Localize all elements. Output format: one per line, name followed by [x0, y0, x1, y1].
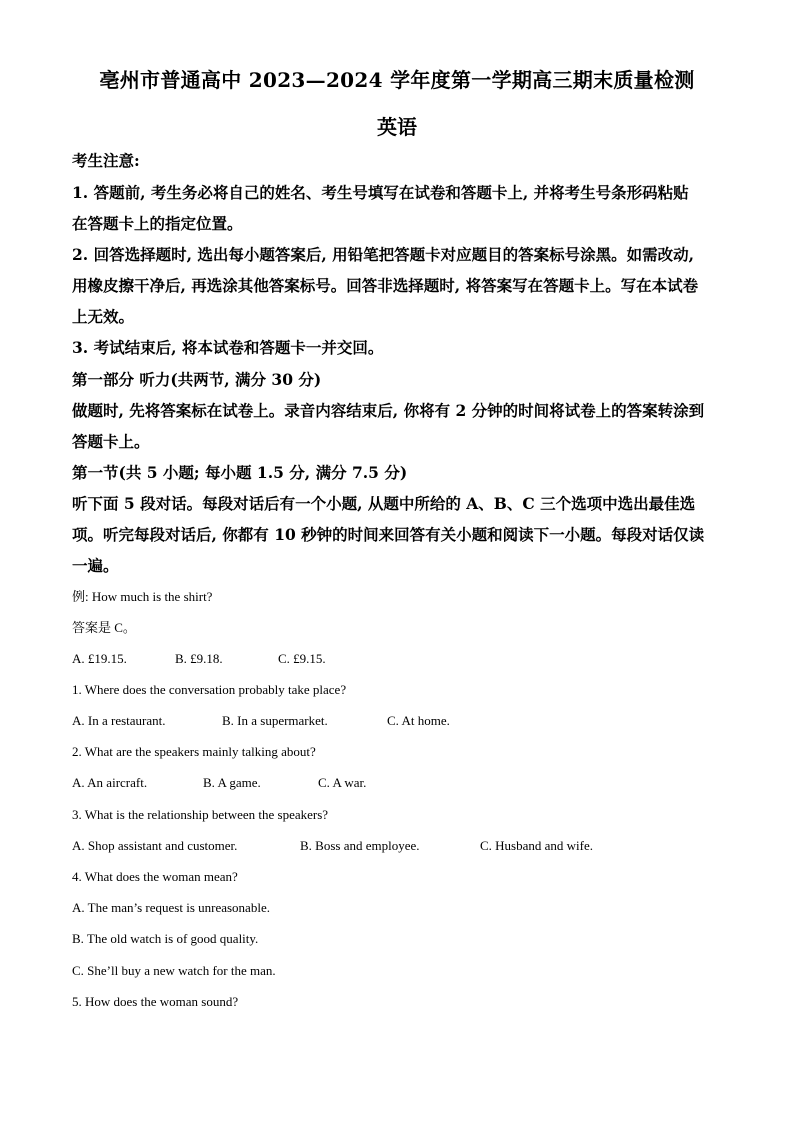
notice-item-1-line-1: 1. 答题前, 考生务必将自己的姓名、考生号填写在试卷和答题卡上, 并将考生号条形码粘贴	[72, 183, 689, 202]
section1-instruction-line-2: 项。听完每段对话后, 你都有 10 秒钟的时间来回答有关小题和阅读下一小题。每段对话仅读	[72, 525, 705, 544]
example-answer: 答案是 C。	[72, 620, 136, 635]
question-1-option-b: B. In a supermarket.	[222, 713, 328, 728]
notice-item-3: 3. 考试结束后, 将本试卷和答题卡一并交回。	[72, 338, 384, 357]
section1-heading: 第一节(共 5 小题; 每小题 1.5 分, 满分 7.5 分)	[72, 463, 408, 482]
exam-title: 亳州市普通高中 2023—2024 学年度第一学期高三期末质量检测	[99, 68, 695, 92]
question-2-option-c: C. A war.	[318, 775, 367, 790]
part1-intro-line-2: 答题卡上。	[72, 432, 150, 451]
part1-heading: 第一部分 听力(共两节, 满分 30 分)	[72, 370, 322, 389]
subject-title: 英语	[377, 115, 417, 139]
question-3-option-c: C. Husband and wife.	[480, 838, 594, 853]
notice-item-2-line-1: 2. 回答选择题时, 选出每小题答案后, 用铅笔把答题卡对应题目的答案标号涂黑。如需改动,	[72, 245, 695, 264]
notice-item-2-line-2: 用橡皮擦干净后, 再选涂其他答案标号。回答非选择题时, 将答案写在答题卡上。写在本试卷	[72, 276, 699, 295]
example-option-c: C. £9.15.	[278, 651, 326, 666]
question-1-option-c: C. At home.	[387, 713, 450, 728]
example-question: 例: How much is the shirt?	[72, 589, 213, 604]
question-3-option-a: A. Shop assistant and customer.	[72, 838, 238, 853]
notice-heading: 考生注意:	[72, 151, 140, 170]
question-1: 1. Where does the conversation probably take place?	[72, 682, 347, 697]
question-2: 2. What are the speakers mainly talking about?	[72, 744, 316, 759]
question-4-option-b: B. The old watch is of good quality.	[72, 931, 259, 946]
section1-instruction-line-1: 听下面 5 段对话。每段对话后有一个小题, 从题中所给的 A、B、C 三个选项中选出最佳选	[72, 494, 696, 513]
question-1-option-a: A. In a restaurant.	[72, 713, 166, 728]
question-4-option-c: C. She’ll buy a new watch for the man.	[72, 963, 276, 978]
notice-item-2-line-3: 上无效。	[72, 307, 135, 326]
section1-instruction-line-3: 一遍。	[72, 556, 119, 575]
question-2-option-a: A. An aircraft.	[72, 775, 148, 790]
question-2-option-b: B. A game.	[203, 775, 261, 790]
part1-intro-line-1: 做题时, 先将答案标在试卷上。录音内容结束后, 你将有 2 分钟的时间将试卷上的答案转涂到	[72, 401, 705, 420]
notice-item-1-line-2: 在答题卡上的指定位置。	[72, 214, 243, 233]
question-3-option-b: B. Boss and employee.	[300, 838, 420, 853]
question-5: 5. How does the woman sound?	[72, 994, 239, 1009]
example-option-a: A. £19.15.	[72, 651, 127, 666]
question-3: 3. What is the relationship between the speakers?	[72, 807, 329, 822]
example-option-b: B. £9.18.	[175, 651, 223, 666]
question-4: 4. What does the woman mean?	[72, 869, 238, 884]
question-4-option-a: A. The man’s request is unreasonable.	[72, 900, 270, 915]
